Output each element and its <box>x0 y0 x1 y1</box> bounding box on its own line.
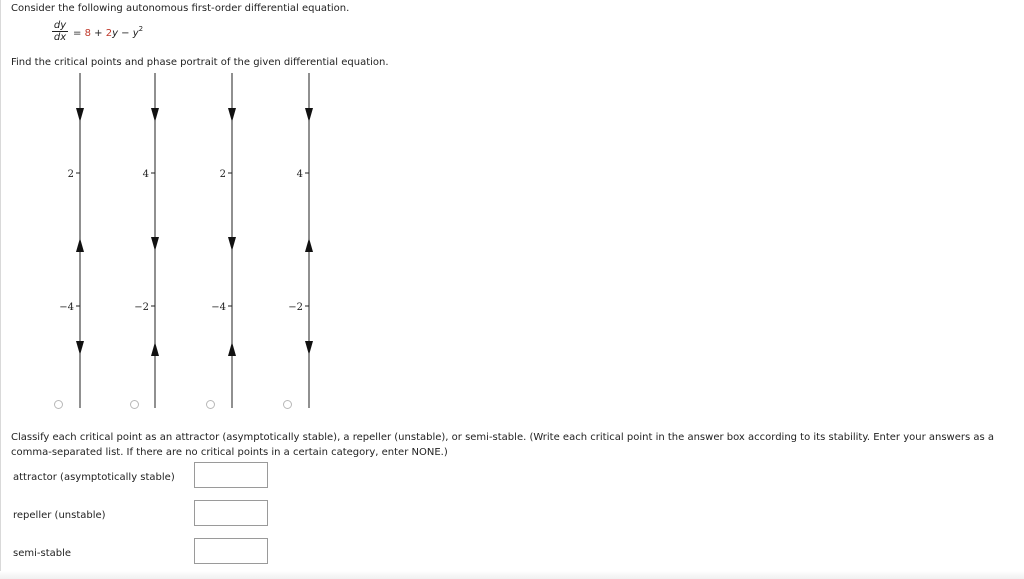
fraction-numerator: dy <box>53 20 67 31</box>
phase-portrait-radio-1[interactable] <box>54 400 63 409</box>
repeller-label: repeller (unstable) <box>13 510 106 521</box>
arrow-up-icon <box>228 342 236 356</box>
critical-point-label-lower: −2 <box>288 302 303 313</box>
arrow-down-icon <box>305 341 313 355</box>
arrow-up-icon <box>151 342 159 356</box>
arrow-up-icon <box>305 238 313 252</box>
equation-rhs: = $8 + 2y - y^2$ <box>73 25 144 39</box>
phase-portrait-radio-2[interactable] <box>130 400 139 409</box>
critical-point-label-lower: −4 <box>59 302 74 313</box>
semi-stable-label: semi-stable <box>13 548 72 559</box>
bottom-edge <box>0 571 1024 579</box>
critical-point-label-upper: 2 <box>67 169 74 180</box>
phase-portrait-radio-4[interactable] <box>283 400 292 409</box>
repeller-input[interactable] <box>194 500 268 526</box>
arrow-up-icon <box>76 238 84 252</box>
fraction-denominator: dx <box>53 32 67 43</box>
arrow-down-icon <box>151 108 159 122</box>
linear-coefficient: 2 <box>105 28 113 39</box>
arrow-down-icon <box>228 108 236 122</box>
arrow-down-icon <box>76 341 84 355</box>
attractor-input[interactable] <box>194 462 268 488</box>
critical-point-label-upper: 4 <box>142 169 149 180</box>
critical-point-label-upper: 2 <box>219 169 226 180</box>
constant-term: 8 <box>84 28 91 39</box>
critical-point-label-lower: −2 <box>134 302 149 313</box>
arrow-down-icon <box>228 237 236 251</box>
critical-point-label-upper: 4 <box>296 169 303 180</box>
arrow-down-icon <box>76 108 84 122</box>
question-prompt: Find the critical points and phase portrait of the given differential equation. <box>11 57 389 68</box>
critical-point-label-lower: −4 <box>211 302 226 313</box>
question-intro: Consider the following autonomous first-order differential equation. <box>11 3 350 14</box>
semi-stable-input[interactable] <box>194 538 268 564</box>
phase-portrait-radio-3[interactable] <box>206 400 215 409</box>
classify-instructions: Classify each critical point as an attractor (asymptotically stable), a repeller (unstable), or semi-stable. (Write each critical point in the answer box according to its stability. Enter your answers as a comma-separated list. If there are no critical points in a certain category, enter NONE.) <box>11 432 995 458</box>
attractor-label: attractor (asymptotically stable) <box>13 472 175 483</box>
arrow-down-icon <box>151 237 159 251</box>
arrow-down-icon <box>305 108 313 122</box>
